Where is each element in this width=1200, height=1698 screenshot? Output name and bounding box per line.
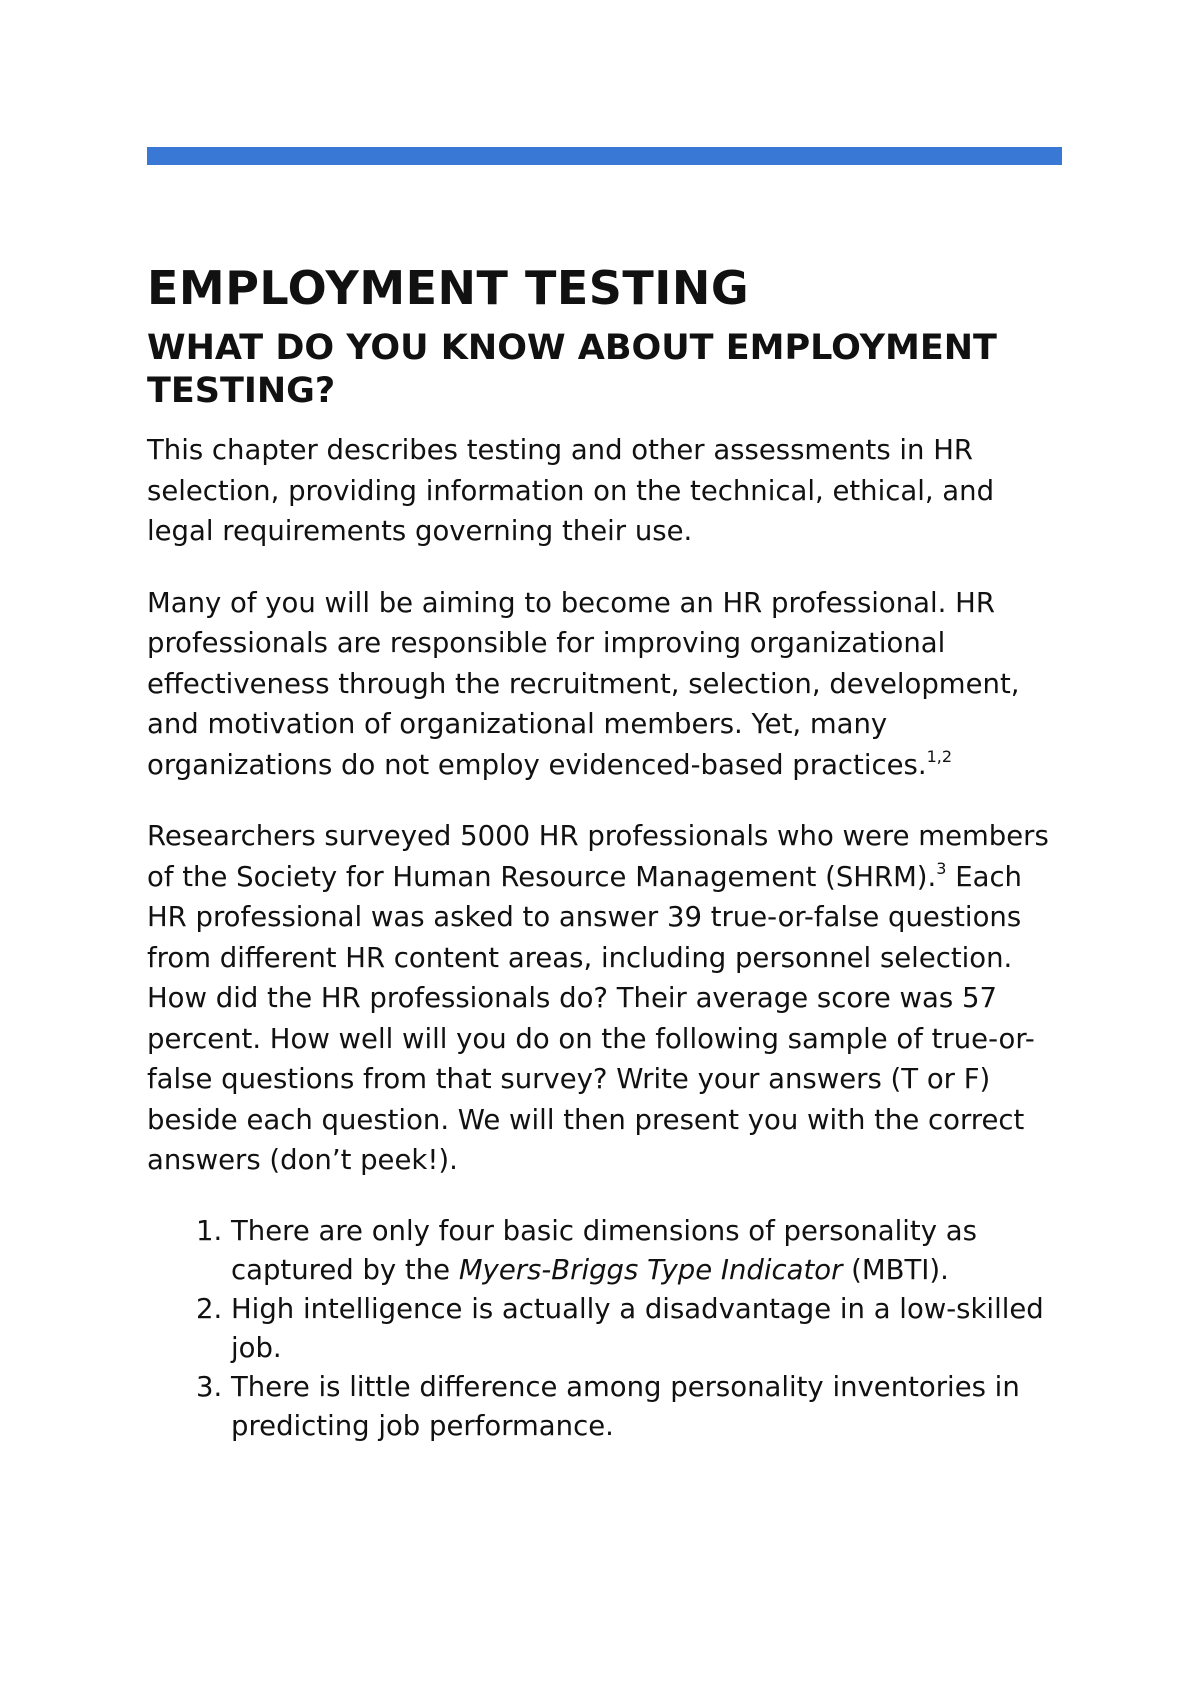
list-item: 2. High intelligence is actually a disadvantage in a low-skilled job. [231, 1290, 1062, 1368]
list-item [231, 1212, 1062, 1290]
footnote-ref-1-2: 1,2 [926, 746, 953, 766]
paragraph-hr-professionals [147, 583, 1062, 786]
paragraph-survey-text-b: Each HR professional was asked to answer 39 true-or-false questions from different HR content areas, including personnel selection. How did the HR professionals do? Their average score was 57 percent. How well will you do on the following sample of true-or-false questions from that survey? Write your answers (T or F) beside each question. We will then present you with the correct answers (don’t peek!). [147, 860, 1035, 1176]
paragraph-survey-text-a: Researchers surveyed 5000 HR professionals who were members of the Society for Human Resource Management (SHRM). [147, 820, 1049, 893]
question-list [147, 1212, 1062, 1446]
question-1-text-a: There are only four basic dimensions of personality as captured by the [231, 1214, 977, 1286]
body-text [147, 430, 1062, 1446]
list-item: 3. There is little difference among personality inventories in predicting job performance. [231, 1368, 1062, 1446]
section-heading: WHAT DO YOU KNOW ABOUT EMPLOYMENT TESTING? [147, 328, 997, 411]
header-accent-bar [147, 147, 1062, 165]
question-1-text-b: (MBTI). [842, 1253, 949, 1286]
paragraph-survey [147, 816, 1062, 1181]
chapter-title: EMPLOYMENT TESTING [147, 261, 750, 315]
paragraph-hr-professionals-text: Many of you will be aiming to become an HR professional. HR professionals are responsible for improving organizational effectiveness through the recruitment, selection, development, and motivation of organizational members. Yet, many organizations do not employ evidenced-based practices. [147, 586, 1020, 781]
question-1-emphasis: Myers-Briggs Type Indicator [458, 1253, 843, 1286]
paragraph-intro: This chapter describes testing and other assessments in HR selection, providing information on the technical, ethical, and legal requirements governing their use. [147, 434, 995, 547]
footnote-ref-3: 3 [936, 858, 947, 878]
